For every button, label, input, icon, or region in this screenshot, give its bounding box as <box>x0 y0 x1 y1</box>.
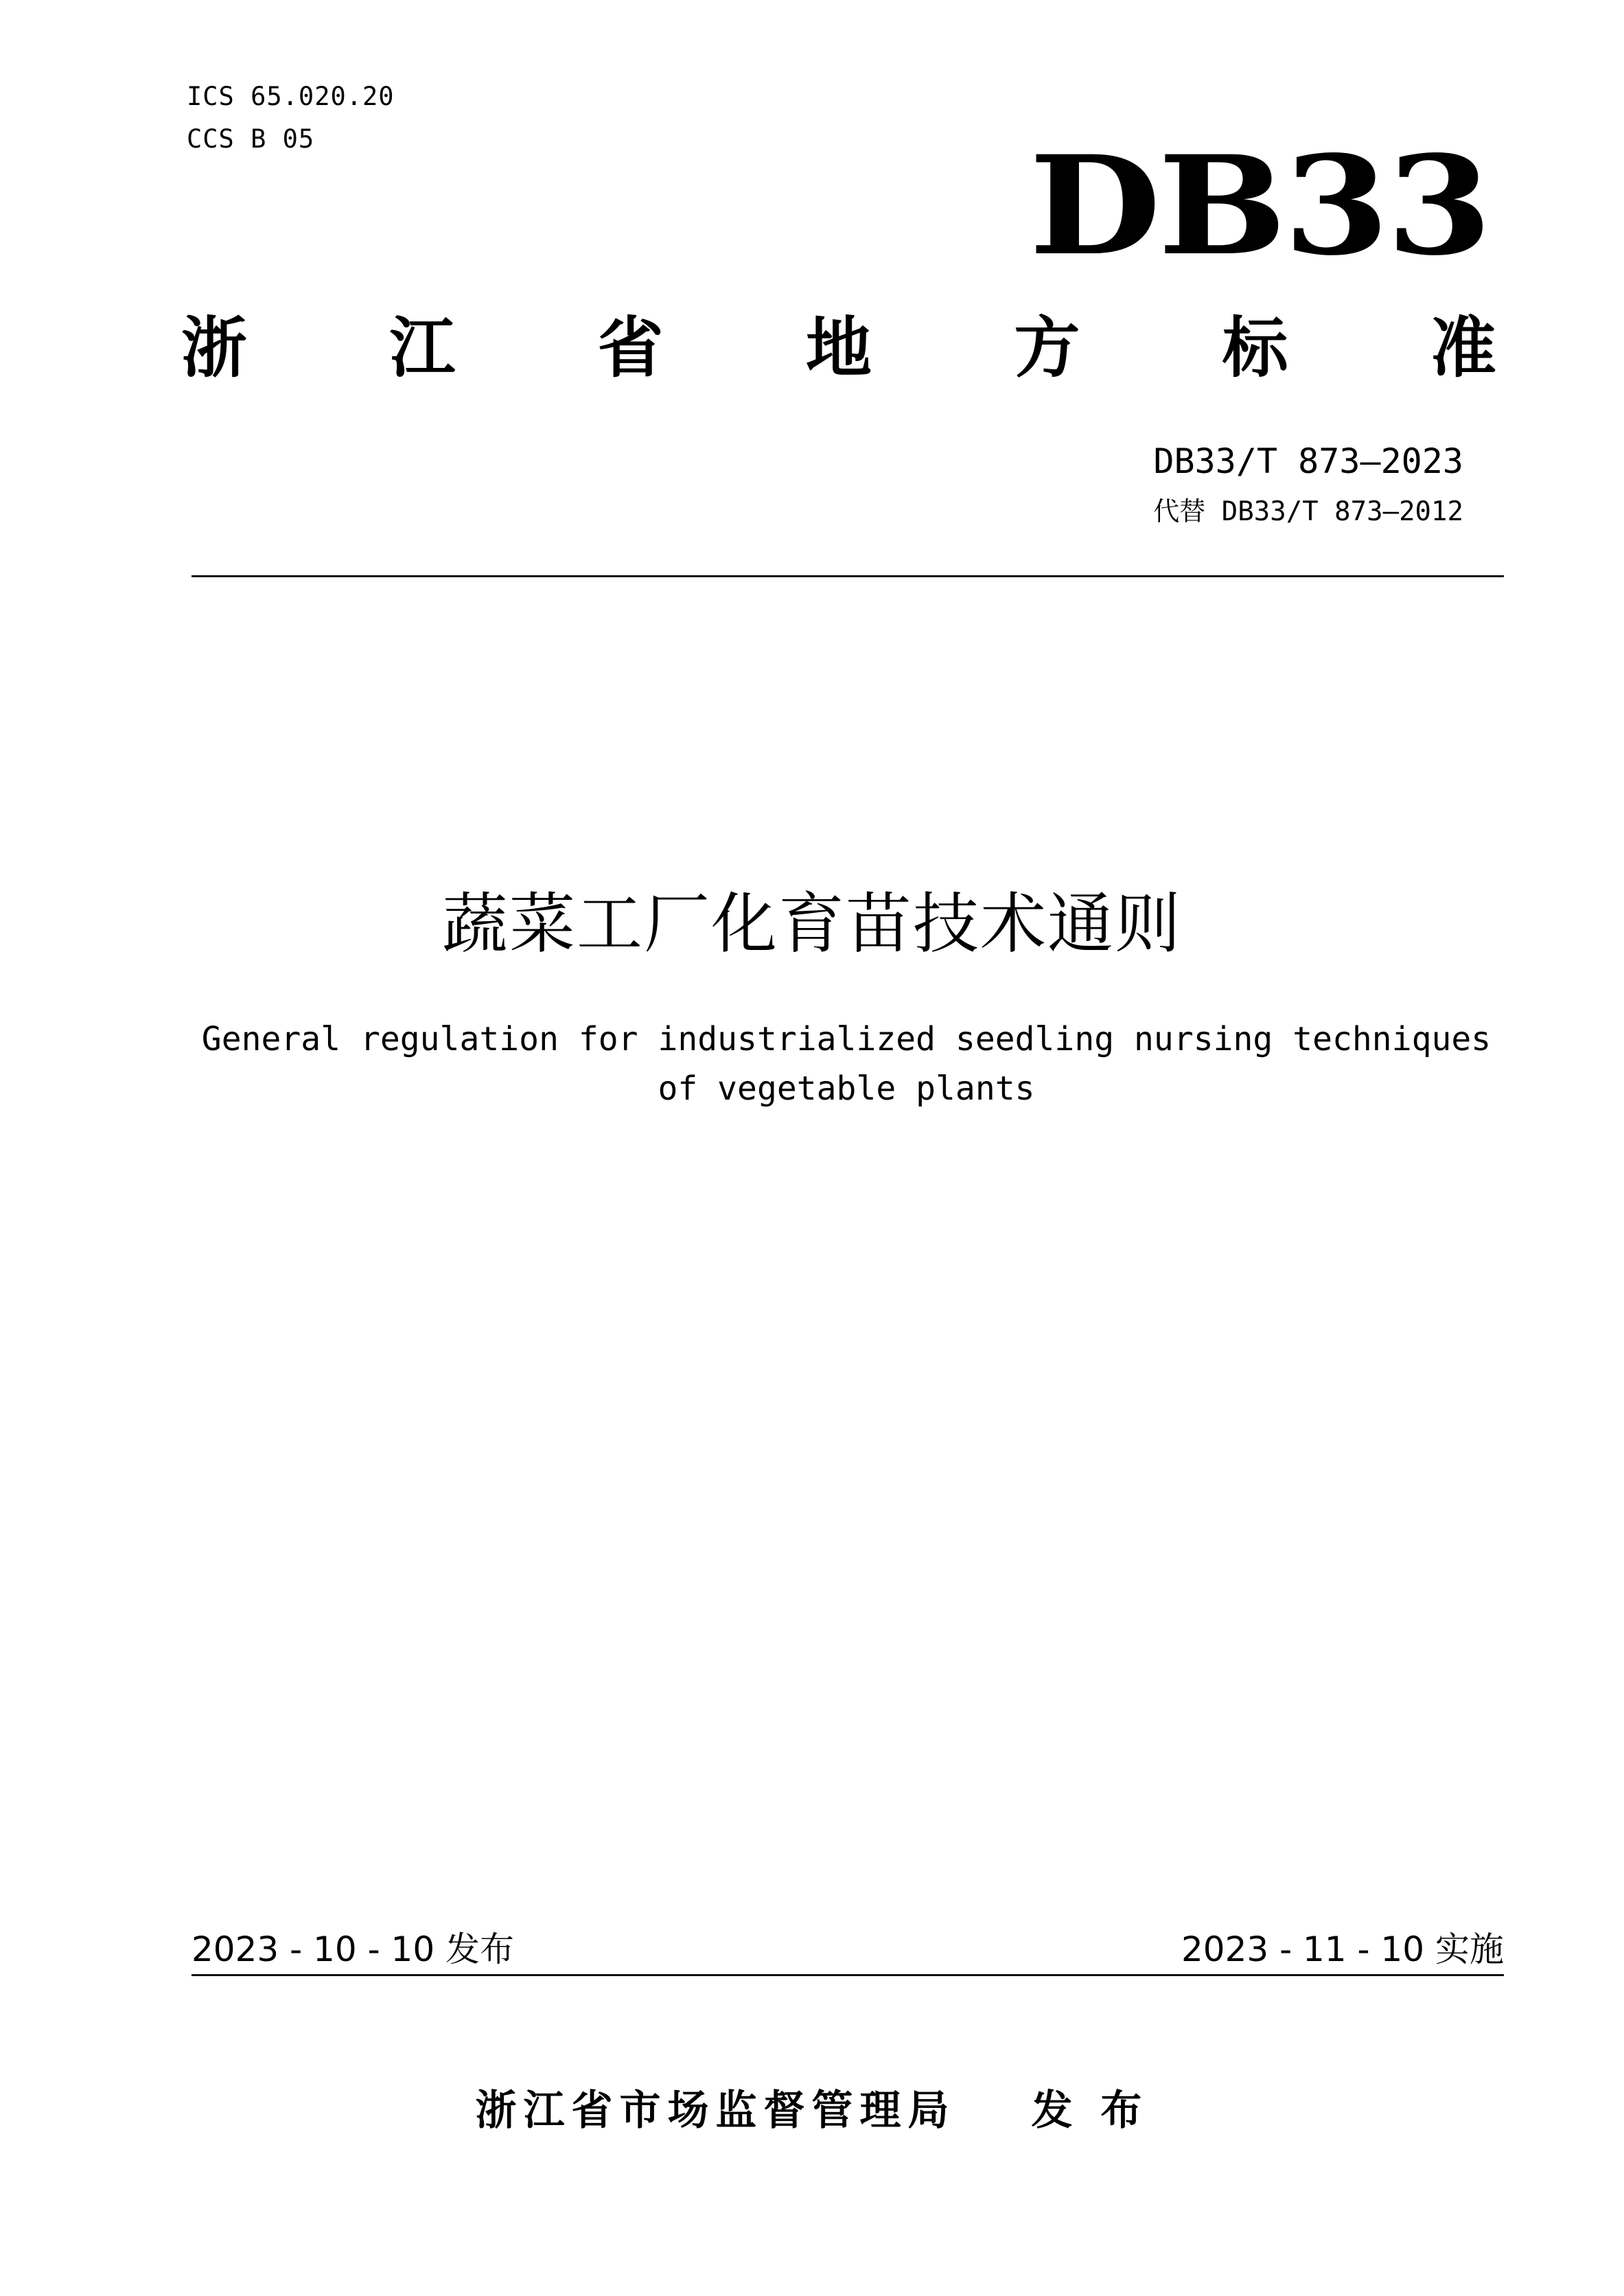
standard-type-char: 标 <box>1222 310 1288 386</box>
standard-type-char: 浙 <box>181 310 247 386</box>
standard-number: DB33/T 873—2023 <box>1153 441 1463 481</box>
ccs-code: CCS B 05 <box>187 124 315 154</box>
standard-type-char: 方 <box>1014 310 1080 386</box>
issuer-line <box>0 2083 1624 2138</box>
implementation-date: 2023 - 11 - 10 实施 <box>1181 1929 1504 1969</box>
replaces-label: 代替 <box>1153 496 1206 526</box>
standard-type-char: 地 <box>805 310 872 386</box>
standard-type-char: 准 <box>1430 310 1496 386</box>
document-title-en: General regulation for industrialized seedling nursing techniques of vegetable plants <box>201 1020 1492 1108</box>
top-divider <box>192 575 1504 577</box>
issuer-name: 浙江省市场监督管理局 <box>475 2087 956 2135</box>
replaces-line <box>1153 494 1463 529</box>
document-title-cn: 蔬菜工厂化育苗技术通则 <box>442 885 1182 962</box>
replaces-number: DB33/T 873—2012 <box>1221 496 1463 527</box>
ics-code: ICS 65.020.20 <box>187 82 395 111</box>
issue-date: 2023 - 10 - 10 发布 <box>192 1929 515 1969</box>
standard-type-heading <box>180 310 1498 386</box>
standard-type-char: 省 <box>597 310 664 386</box>
standard-type-char: 江 <box>389 310 456 386</box>
issue-label: 发 布 <box>1031 2087 1149 2135</box>
bottom-divider <box>192 1974 1504 1976</box>
db33-logo: DB33 <box>1029 126 1489 286</box>
